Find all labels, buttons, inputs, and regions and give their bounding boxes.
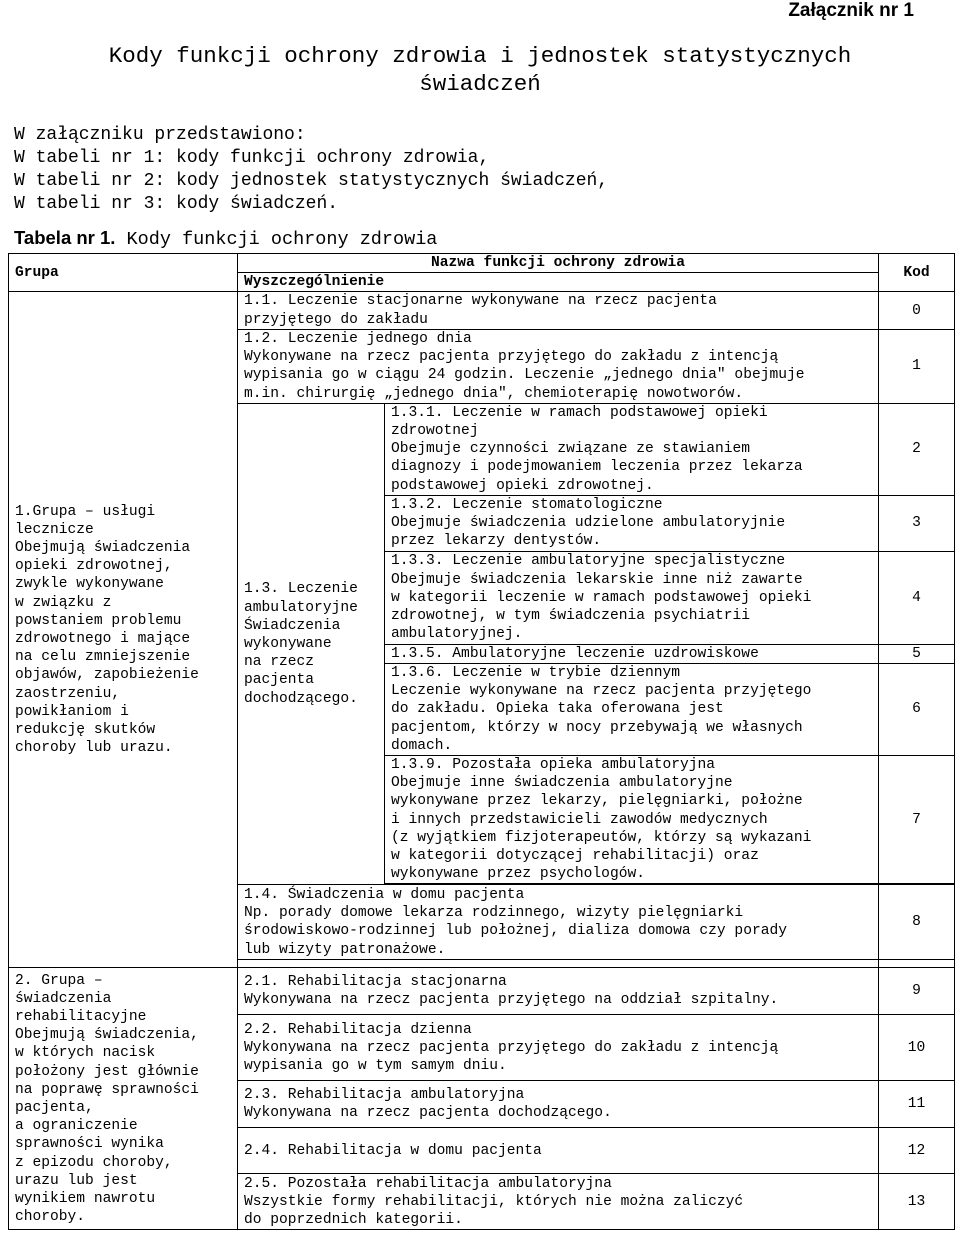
subgroup-1-3: 1.3. Leczenie ambulatoryjne Świadczenia wykonywane na rzecz pacjenta dochodzącego. <box>238 403 385 885</box>
header-group: Grupa <box>9 254 238 292</box>
row-description: 1.3.1. Leczenie w ramach podstawowej opieki zdrowotnej Obejmuje czynności związane ze stawianiem diagnozy i podejmowaniem leczenia przez lekarza podstawowej opieki zdrowotnej. <box>385 403 879 495</box>
row-code: 8 <box>879 885 955 960</box>
intro-line: W tabeli nr 3: kody świadczeń. <box>14 194 339 214</box>
row-description: 1.3.9. Pozostała opieka ambulatoryjna Obejmuje inne świadczenia ambulatoryjne wykonywane przez lekarzy, pielęgniarki, położne i innych przedstawicieli zawodów medycznych (z wyjątkiem fizjoterapeutów, którzy są wykazani w kategorii dotyczącej rehabilitacji) oraz wykonywane przez psychologów. <box>385 756 879 884</box>
row-description: 1.1. Leczenie stacjonarne wykonywane na rzecz pacjenta przyjętego do zakładu <box>238 292 879 329</box>
table-row <box>9 968 955 1015</box>
row-code: 2 <box>879 403 955 495</box>
row-description: 1.3.5. Ambulatoryjne leczenie uzdrowiskowe <box>385 644 879 663</box>
row-description: 1.3.6. Leczenie w trybie dziennym Leczenie wykonywane na rzecz pacjenta przyjętego do zakładu. Opieka taka oferowana jest pacjentom, którzy w nocy przebywają we własnych domach. <box>385 664 879 756</box>
table-caption <box>14 227 437 250</box>
row-code: 0 <box>879 292 955 329</box>
row-code: 3 <box>879 495 955 551</box>
row-code: 9 <box>879 968 955 1015</box>
row-code: 5 <box>879 644 955 663</box>
row-code: 6 <box>879 664 955 756</box>
row-description: 1.4. Świadczenia w domu pacjenta Np. porady domowe lekarza rodzinnego, wizyty pielęgniarki środowiskowo-rodzinnej lub położnej, dializa domowa czy porady lub wizyty patronażowe. <box>238 885 879 960</box>
table-caption-text: Kody funkcji ochrony zdrowia <box>115 229 438 250</box>
row-description: 2.5. Pozostała rehabilitacja ambulatoryjna Wszystkie formy rehabilitacji, których nie można zaliczyć do poprzednich kategorii. <box>238 1174 879 1230</box>
row-code: 4 <box>879 551 955 644</box>
row-description: 1.3.2. Leczenie stomatologiczne Obejmuje świadczenia udzielone ambulatoryjnie przez lekarzy dentystów. <box>385 495 879 551</box>
row-description: 2.2. Rehabilitacja dzienna Wykonywana na rzecz pacjenta przyjętego do zakładu z intencją wypisania go w tym samym dniu. <box>238 1015 879 1081</box>
group-1-description: 1.Grupa – usługi lecznicze Obejmują świadczenia opieki zdrowotnej, zwykle wykonywane w związku z powstaniem problemu zdrowotnego i mające na celu zmniejszenie objawów, zapobieżenie zaostrzeniu, powikłaniom i redukcję skutków choroby lub urazu. <box>9 292 238 968</box>
health-functions-table <box>8 253 955 1230</box>
intro-line: W tabeli nr 2: kody jednostek statystycznych świadczeń, <box>14 171 609 191</box>
intro-line: W załączniku przedstawiono: <box>14 125 306 145</box>
row-code: 10 <box>879 1015 955 1081</box>
row-description: 2.1. Rehabilitacja stacjonarna Wykonywana na rzecz pacjenta przyjętego na oddział szpitalny. <box>238 968 879 1015</box>
header-detail: Wyszczególnienie <box>238 273 879 292</box>
row-description: 1.2. Leczenie jednego dnia Wykonywane na rzecz pacjenta przyjętego do zakładu z intencją wypisania go w ciągu 24 godzin. Leczenie „jednego dnia" obejmuje m.in. chirurgię „jednego dnia", chemioterapię nowotworów. <box>238 329 879 403</box>
attachment-label: Załącznik nr 1 <box>788 0 914 21</box>
row-code: 1 <box>879 329 955 403</box>
row-description: 1.3.3. Leczenie ambulatoryjne specjalistyczne Obejmuje świadczenia lekarskie inne niż zawarte w kategorii leczenie w ramach podstawowej opieki zdrowotnej, w tym świadczenia psychiatrii ambulatoryjnej. <box>385 551 879 644</box>
intro-line: W tabeli nr 1: kody funkcji ochrony zdrowia, <box>14 148 490 168</box>
table-caption-prefix: Tabela nr 1. <box>14 227 116 248</box>
row-code: 7 <box>879 756 955 884</box>
row-code: 12 <box>879 1128 955 1174</box>
row-description: 2.4. Rehabilitacja w domu pacjenta <box>238 1128 879 1174</box>
intro-section <box>14 124 608 216</box>
header-code: Kod <box>879 254 955 292</box>
row-code: 13 <box>879 1174 955 1230</box>
row-code: 11 <box>879 1081 955 1128</box>
group-2-description: 2. Grupa – świadczenia rehabilitacyjne Obejmują świadczenia, w których nacisk położony jest głównie na poprawę sprawności pacjenta, a ograniczenie sprawności wynika z epizodu choroby, urazu lub jest wynikiem nawrotu choroby. <box>9 968 238 1230</box>
header-name: Nazwa funkcji ochrony zdrowia <box>238 254 879 273</box>
row-description: 2.3. Rehabilitacja ambulatoryjna Wykonywana na rzecz pacjenta dochodzącego. <box>238 1081 879 1128</box>
table-row <box>9 292 955 329</box>
document-title: Kody funkcji ochrony zdrowia i jednostek statystycznych świadczeń <box>108 43 852 97</box>
